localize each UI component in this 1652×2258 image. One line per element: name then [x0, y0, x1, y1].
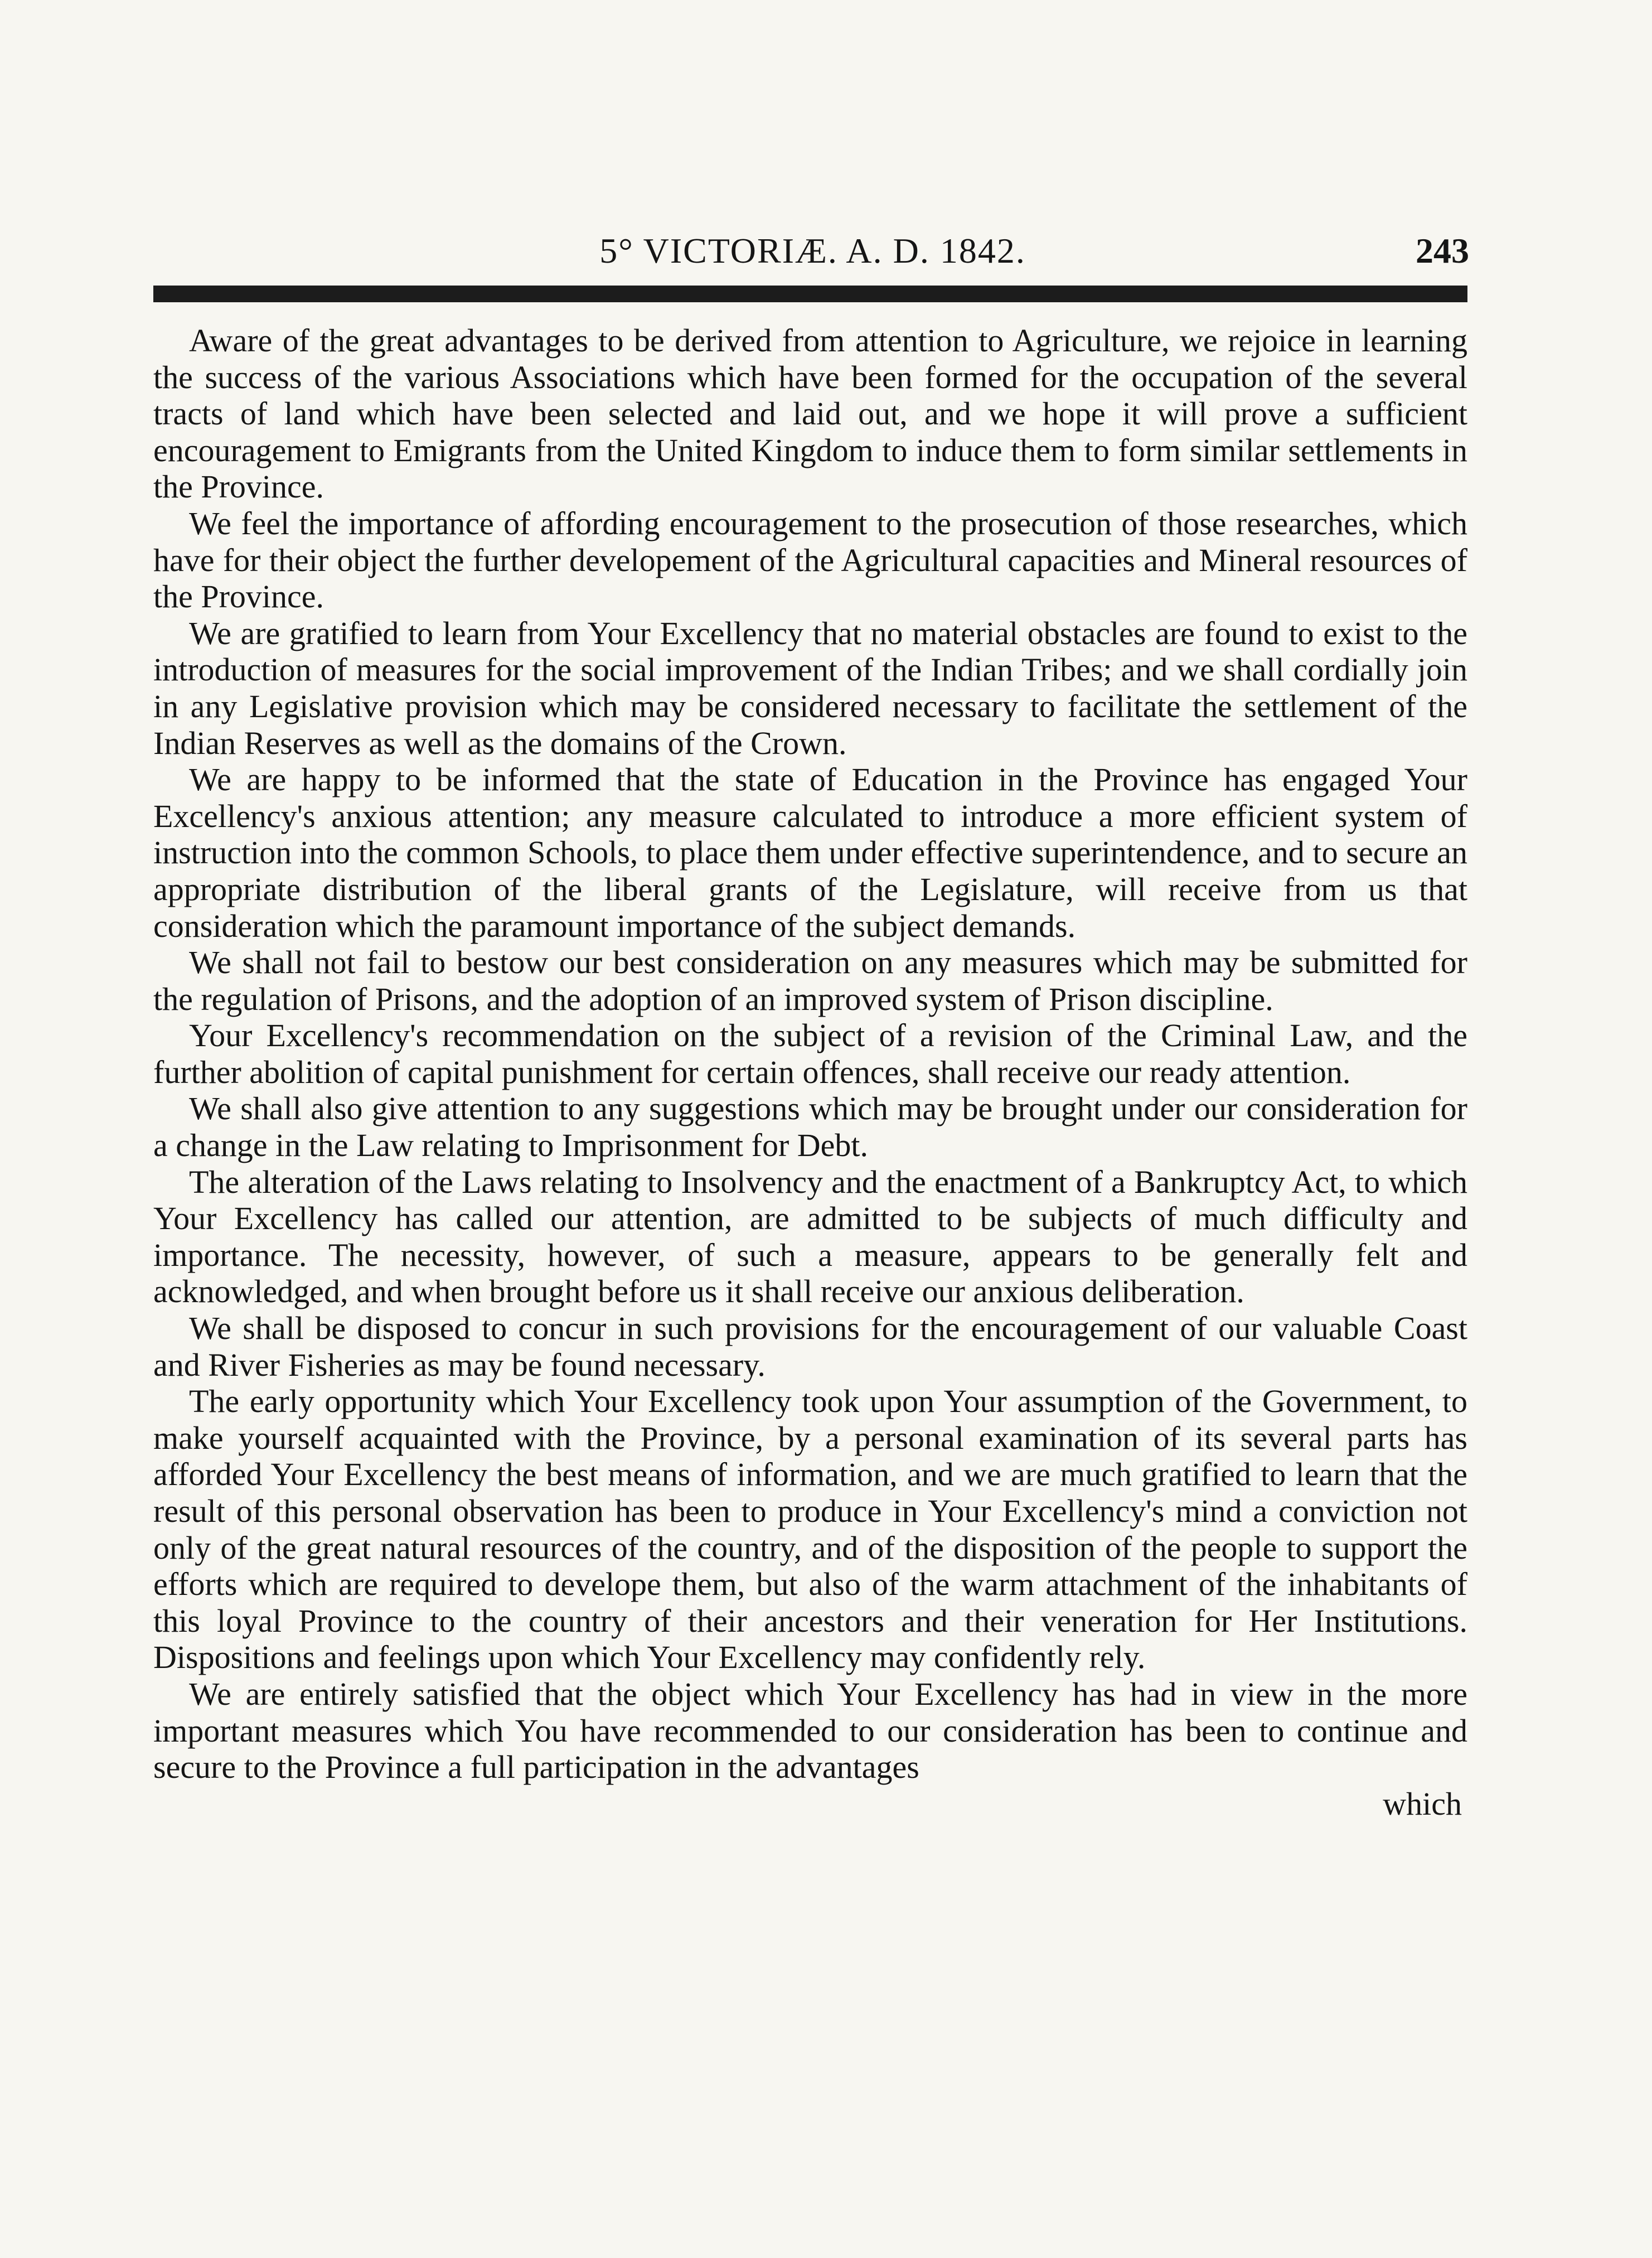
paragraph: We shall also give attention to any suggestions which may be brought under our consideration for a change in the Law relating to Imprisonment for Debt. — [153, 1090, 1467, 1164]
page-number: 243 — [1416, 231, 1469, 270]
catchword: which — [1383, 1785, 1462, 1822]
paragraph: We are gratified to learn from Your Excellency that no material obstacles are found to exist to the introduction of measures for the social improvement of the Indian Tribes; and we shall cordially join in any Legislative provision which may be considered necessary to facilitate the settlement of the Indian Reserves as well as the domains of the Crown. — [153, 615, 1467, 761]
paragraph: Your Excellency's recommendation on the subject of a revision of the Criminal Law, and the further abolition of capital punishment for certain offences, shall receive our ready attention. — [153, 1017, 1467, 1090]
running-title: 5° VICTORIÆ. A. D. 1842. — [599, 231, 1026, 270]
page-header — [156, 229, 1469, 273]
header-rule — [153, 286, 1467, 302]
paragraph: The alteration of the Laws relating to Insolvency and the enactment of a Bankruptcy Act, to which Your Excellency has called our attention, are admitted to be subjects of much difficulty and importance. The necessity, however, of such a measure, appears to be generally felt and acknowledged, and when brought before us it shall receive our anxious deliberation. — [153, 1163, 1467, 1310]
paragraph: We shall be disposed to concur in such provisions for the encouragement of our valuable Coast and River Fisheries as may be found necessary. — [153, 1310, 1467, 1383]
paragraph: We are entirely satisfied that the object which Your Excellency has had in view in the more important measures which You have recommended to our consideration has been to continue and secure to the Province a full participation in the advantages — [153, 1675, 1467, 1786]
paragraph: Aware of the great advantages to be derived from attention to Agriculture, we rejoice in learning the success of the various Associations which have been formed for the occupation of the several tracts of land which have been selected and laid out, and we hope it will prove a sufficient encouragement to Emigrants from the United Kingdom to induce them to form similar settlements in the Province. — [153, 322, 1467, 505]
paragraph: The early opportunity which Your Excellency took upon Your assumption of the Government, to make yourself acquainted with the Province, by a personal examination of its several parts has afforded Your Excellency the best means of information, and we are much gratified to learn that the result of this personal observation has been to produce in Your Excellency's mind a conviction not only of the great natural resources of the country, and of the disposition of the people to support the efforts which are required to develope them, but also of the warm attachment of the inhabitants of this loyal Province to the country of their ancestors and their veneration for Her Institutions. Dispositions and feelings upon which Your Excellency may confidently rely. — [153, 1383, 1467, 1676]
paragraph: We feel the importance of affording encouragement to the prosecution of those researches, which have for their object the further developement of the Agricultural capacities and Mineral resources of the Province. — [153, 505, 1467, 615]
paragraph: We shall not fail to bestow our best consideration on any measures which may be submitted for the regulation of Prisons, and the adoption of an improved system of Prison discipline. — [153, 944, 1467, 1017]
body-text — [153, 322, 1467, 1822]
paragraph: We are happy to be informed that the state of Education in the Province has engaged Your Excellency's anxious attention; any measure calculated to introduce a more efficient system of instruction into the common Schools, to place them under effective superintendence, and to secure an appropriate distribution of the liberal grants of the Legislature, will receive from us that consideration which the paramount importance of the subject demands. — [153, 761, 1467, 944]
